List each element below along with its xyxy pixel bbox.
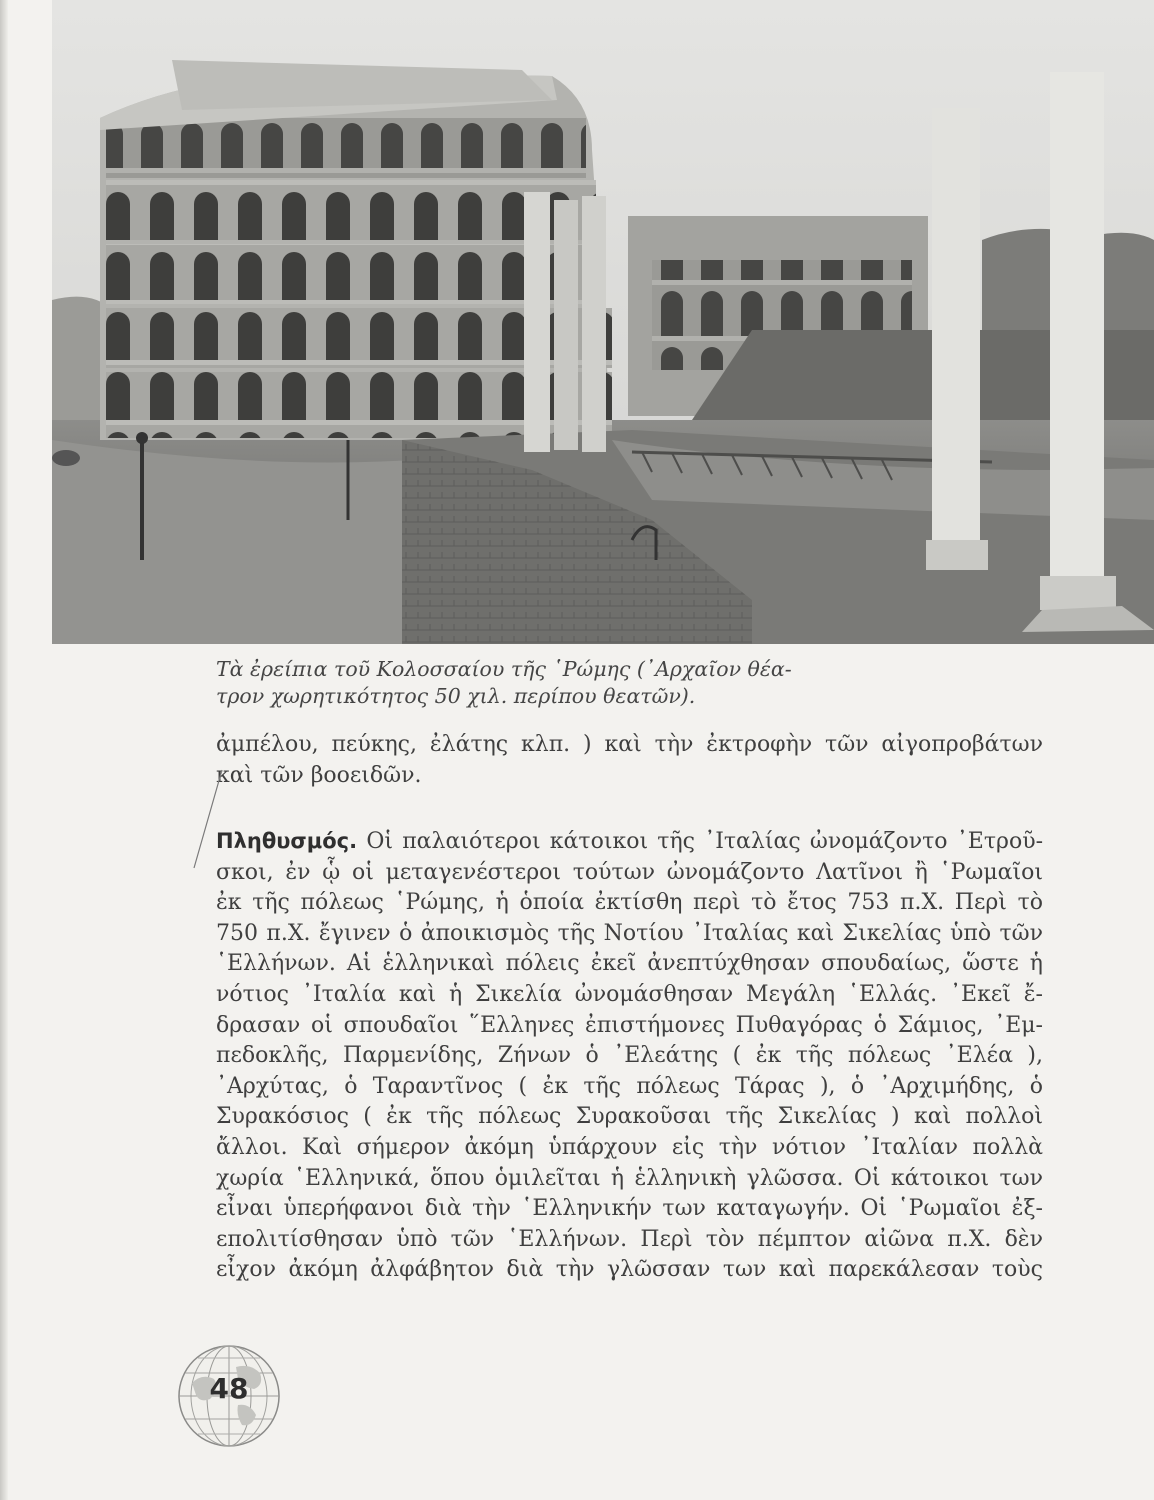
text-line: ἀμπέλου, πεύκης, ἐλάτης κλπ. ) καὶ τὴν ἐκτροφὴν τῶν αἰγοπροβάτων (216, 732, 1043, 757)
text-line: νότιος ᾿Ιταλία καὶ ἡ Σικελία ὠνομάσθησαν Μεγάλη ῾Ελλάς. ᾿Εκεῖ ἔ- (216, 981, 1043, 1007)
text-line-first (216, 826, 1043, 858)
text-line: επολιτίσθησαν ὑπὸ τῶν ῾Ελλήνων. Περὶ τὸν πέμπτον αἰῶνα π.Χ. δὲν (216, 1226, 1043, 1252)
photo-caption (216, 656, 856, 710)
text-line: 750 π.Χ. ἔγινεν ὁ ἀποικισμὸς τῆς Νοτίου ᾿Ιταλίας καὶ Σικελίας ὑπὸ τῶν (216, 920, 1043, 946)
paragraph-continued (216, 730, 1043, 791)
text-line: εἶχον ἀκόμη ἀλφάβητον διὰ τὴν γλῶσσαν των καὶ παρεκάλεσαν τοὺς (216, 1257, 1043, 1283)
text-line: δρασαν οἱ σπουδαῖοι ῞Ελληνες ἐπιστήμονες Πυθαγόρας ὁ Σάμιος, ᾿Εμ- (216, 1012, 1043, 1038)
colosseum-photo (52, 0, 1154, 644)
text-line: σκοι, ἐν ᾧ οἱ μεταγενέστεροι τούτων ὠνομάζοντο Λατῖνοι ἢ ῾Ρωμαῖοι (216, 859, 1043, 885)
text-line: καὶ τῶν βοοειδῶν. (216, 762, 422, 788)
page-number: 48 (209, 1372, 249, 1405)
text-line: ἐκ τῆς πόλεως ῾Ρώμης, ἡ ὁποία ἐκτίσθη περὶ τὸ ἔτος 753 π.Χ. Περὶ τὸ (216, 890, 1043, 916)
section-heading: Πληθυσμός. (216, 829, 358, 853)
paragraph-population (216, 826, 1043, 1286)
text-line: εἶναι ὑπερήφανοι διὰ τὴν ῾Ελληνικήν των καταγωγήν. Οἱ ῾Ρωμαῖοι ἐξ- (216, 1196, 1043, 1222)
first-line-text: Οἱ παλαιότεροι κάτοικοι τῆς ᾿Ιταλίας ὠνομάζοντο ᾿Ετροῦ- (366, 829, 1043, 854)
caption-line-1: Τὰ ἐρείπια τοῦ Κολοσσαίου τῆς ῾Ρώμης (᾿Αρχαῖον θέα- (216, 657, 792, 681)
text-line: πεδοκλῆς, Παρμενίδης, Ζήνων ὁ ᾿Ελεάτης ( ἐκ τῆς πόλεως ᾿Ελέα ), (216, 1043, 1043, 1069)
text-line: ἄλλοι. Καὶ σήμερον ἀκόμη ὑπάρχουν εἰς τὴν νότιον ᾿Ιταλίαν πολλὰ (216, 1134, 1043, 1160)
text-line: χωρία ῾Ελληνικά, ὅπου ὁμιλεῖται ἡ ἑλληνικὴ γλῶσσα. Οἱ κάτοικοι των (216, 1165, 1043, 1191)
text-line: Συρακόσιος ( ἐκ τῆς πόλεως Συρακοῦσαι τῆς Σικελίας ) καὶ πολλοὶ (216, 1104, 1043, 1130)
text-line: ᾿Αρχύτας, ὁ Ταραντῖνος ( ἐκ τῆς πόλεως Τάρας ), ὁ ᾿Αρχιμήδης, ὁ (216, 1073, 1043, 1099)
caption-line-2: τρον χωρητικότητος 50 χιλ. περίπου θεατῶν). (216, 684, 696, 708)
text-line: ῾Ελλήνων. Αἱ ἑλληνικαὶ πόλεις ἐκεῖ ἀνεπτύχθησαν σπουδαίως, ὥστε ἡ (216, 951, 1043, 977)
page-edge (0, 0, 8, 1500)
